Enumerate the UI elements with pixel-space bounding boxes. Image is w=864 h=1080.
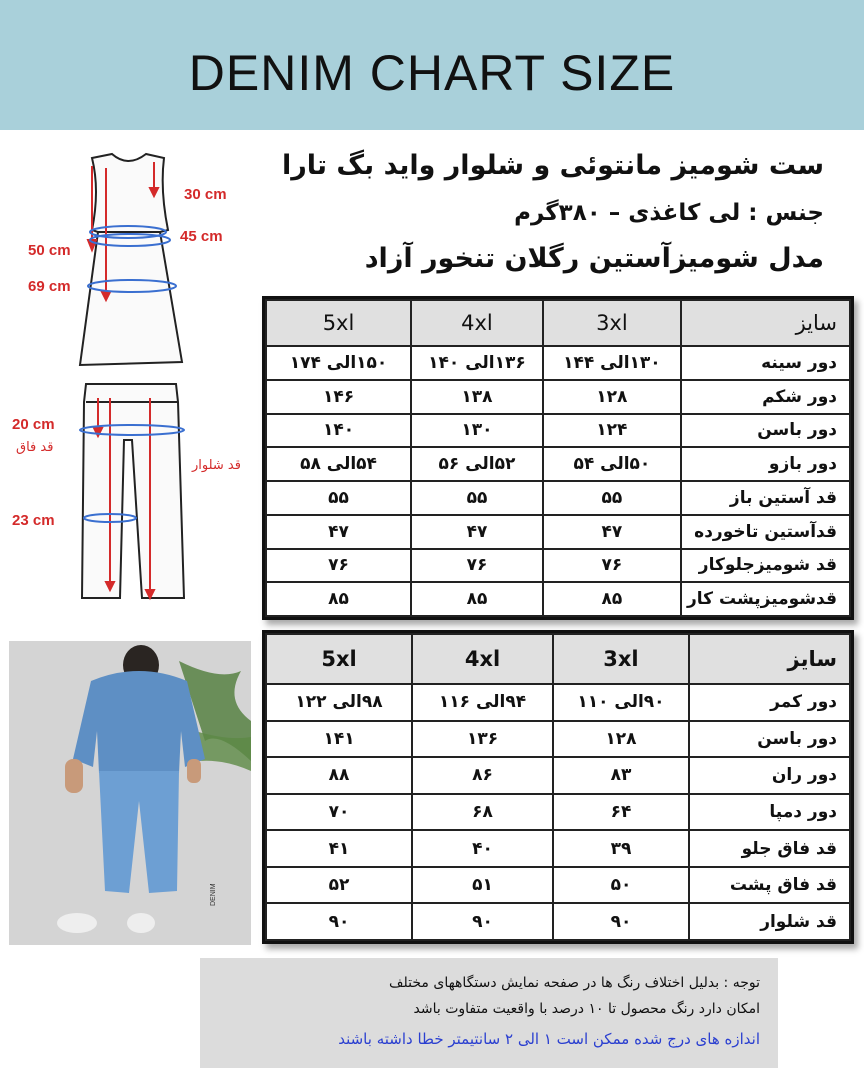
label-20cm: 20 cm [12,416,55,433]
table-cell: ۵۴الی ۵۸ [266,447,411,481]
header-banner [0,0,864,130]
table-cell: ۹۸الی ۱۲۲ [266,684,412,721]
label-69cm: 69 cm [28,278,71,295]
measurement-diagram [0,140,260,620]
row-label: قدشومیزپشت کار [681,582,850,616]
table-cell: ۴۷ [266,515,411,549]
table-row [266,903,850,940]
table-cell: ۶۸ [412,794,553,831]
row-label: دور سینه [681,346,850,380]
table-row [266,867,850,904]
table-cell: ۱۴۰ [266,414,411,448]
table-row [266,721,850,758]
page-title: DENIM CHART SIZE [188,45,676,101]
header-size-1: 3xl [543,300,681,346]
table-cell: ۱۴۶ [266,380,411,414]
note-line-3: اندازه های درج شده ممکن است ۱ الی ۲ سانتیمتر خطا داشته باشند [338,1030,760,1048]
table-cell: ۱۲۴ [543,414,681,448]
bottom-size-grid [265,633,851,941]
table-row [266,757,850,794]
row-label: دور باسن [689,721,850,758]
table-row [266,794,850,831]
table-cell: ۷۶ [266,549,411,583]
table-row [266,380,850,414]
table-cell: ۴۰ [412,830,553,867]
table-row [266,414,850,448]
row-label: قد آستین باز [681,481,850,515]
table-cell: ۹۰ [553,903,689,940]
table-cell: ۱۳۸ [411,380,543,414]
row-label: قد فاق پشت [689,867,850,904]
row-label: دور دمپا [689,794,850,831]
note-line-2: امکان دارد رنگ محصول تا ۱۰ درصد با واقعیت متفاوت باشد [413,1001,760,1017]
row-label: دور بازو [681,447,850,481]
note-line-1: توجه : بدلیل اختلاف رنگ ها در صفحه نمایش دستگاههای مختلف [389,975,760,991]
table-cell: ۸۵ [543,582,681,616]
table-row [266,582,850,616]
table-cell: ۵۱ [412,867,553,904]
table-cell: ۵۰ [553,867,689,904]
table-cell: ۸۸ [266,757,412,794]
label-50cm: 50 cm [28,242,71,259]
table-row [266,684,850,721]
label-23cm: 23 cm [12,512,55,529]
table-cell: ۷۰ [266,794,412,831]
table-cell: ۱۲۸ [553,721,689,758]
header-size-1: 3xl [553,634,689,684]
product-name: ست شومیز مانتوئی و شلوار واید بگ تارا [281,150,824,181]
table-cell: ۸۵ [411,582,543,616]
table-cell: ۷۶ [411,549,543,583]
row-label: قدآستین تاخورده [681,515,850,549]
row-label: دور شکم [681,380,850,414]
table-cell: ۸۵ [266,582,411,616]
row-label: دور باسن [681,414,850,448]
table-header-row [266,300,850,346]
label-30cm: 30 cm [184,186,227,203]
table-cell: ۷۶ [543,549,681,583]
label-45cm: 45 cm [180,228,223,245]
table-cell: ۵۵ [266,481,411,515]
table-row [266,346,850,380]
table-cell: ۱۳۰ [411,414,543,448]
table-row [266,515,850,549]
row-label: قد شومیزجلوکار [681,549,850,583]
table-header-row [266,634,850,684]
disclaimer-note [200,958,778,1068]
table-cell: ۹۴الی ۱۱۶ [412,684,553,721]
table-cell: ۵۲الی ۵۶ [411,447,543,481]
shirt-sketch [80,154,182,365]
table-cell: ۴۱ [266,830,412,867]
table-cell: ۸۶ [412,757,553,794]
row-label: قد شلوار [689,903,850,940]
table-cell: ۵۲ [266,867,412,904]
table-cell: ۸۳ [553,757,689,794]
table-cell: ۱۴۱ [266,721,412,758]
header-size-label: سایز [689,634,850,684]
row-label: دور کمر [689,684,850,721]
top-size-grid [265,299,851,617]
header-size-2: 4xl [412,634,553,684]
table-cell: ۴۷ [411,515,543,549]
table-cell: ۵۵ [411,481,543,515]
garment-sketches [0,140,260,620]
row-label: قد فاق جلو [689,830,850,867]
product-model: مدل شومیزآستین رگلان تنخور آزاد [364,243,824,274]
table-row [266,447,850,481]
row-label: دور ران [689,757,850,794]
table-cell: ۹۰ [266,903,412,940]
table-row [266,549,850,583]
table-cell: ۳۹ [553,830,689,867]
table-row [266,830,850,867]
product-fabric: جنس : لی کاغذی – ۳۸۰گرم [514,200,824,226]
top-size-table [262,296,854,620]
header-size-label: سایز [681,300,850,346]
brand-watermark: DENIM [210,883,217,906]
table-cell: ۴۷ [543,515,681,549]
table-row [266,481,850,515]
header-size-3: 5xl [266,634,412,684]
header-size-3: 5xl [266,300,411,346]
table-cell: ۱۳۶ [412,721,553,758]
table-cell: ۹۰ [412,903,553,940]
table-cell: ۶۴ [553,794,689,831]
table-cell: ۹۰الی ۱۱۰ [553,684,689,721]
header-size-2: 4xl [411,300,543,346]
label-pants-length: قد شلوار [192,458,241,473]
table-cell: ۱۲۸ [543,380,681,414]
bottom-size-table [262,630,854,944]
table-cell: ۵۵ [543,481,681,515]
table-cell: ۵۰الی ۵۴ [543,447,681,481]
table-cell: ۱۳۶الی ۱۴۰ [411,346,543,380]
table-cell: ۱۵۰الی ۱۷۴ [266,346,411,380]
table-cell: ۱۳۰الی ۱۴۴ [543,346,681,380]
label-rise: قد فاق [16,440,54,455]
